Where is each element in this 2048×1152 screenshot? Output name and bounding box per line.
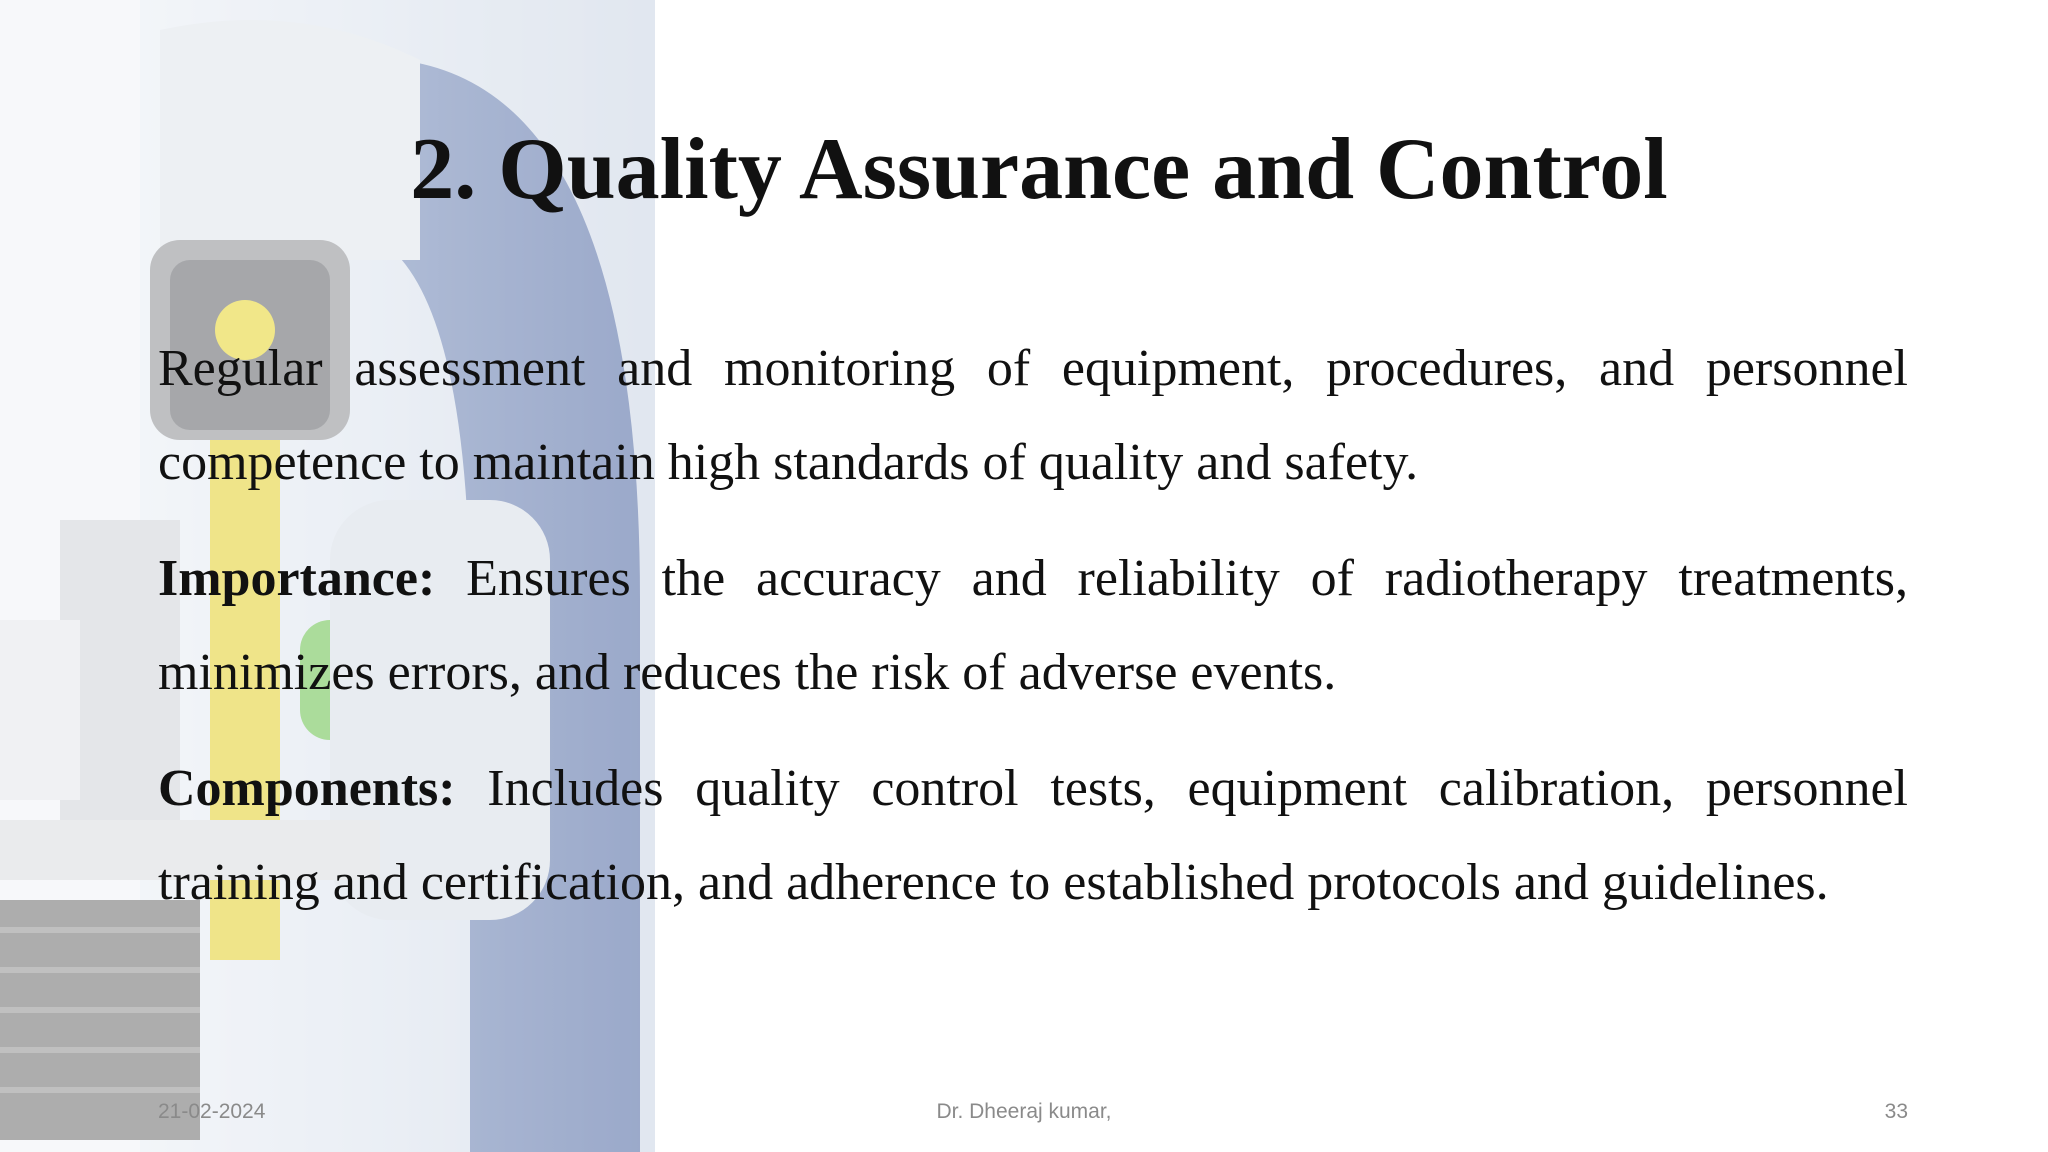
importance-label: Importance: <box>158 550 436 607</box>
slide-body <box>158 322 1908 952</box>
footer-date: 21-02-2024 <box>158 1100 266 1123</box>
slide-title: 2. Quality Assurance and Control <box>410 121 1668 218</box>
paragraph-definition: Regular assessment and monitoring of equipment, procedures, and personnel competence to maintain high standards of quality and safety. <box>158 340 1908 491</box>
components-text: Includes quality control tests, equipment calibration, personnel training and certification, and adherence to established protocols and guidelines. <box>158 760 1908 911</box>
components-label: Components: <box>158 760 456 817</box>
paragraph-components <box>158 742 1908 930</box>
importance-text: Ensures the accuracy and reliability of radiotherapy treatments, minimizes errors, and reduces the risk of adverse events. <box>158 550 1908 701</box>
paragraph-importance <box>158 532 1908 720</box>
footer-page-number: 33 <box>1884 1100 1908 1123</box>
footer-author: Dr. Dheeraj kumar, <box>936 1100 1112 1123</box>
